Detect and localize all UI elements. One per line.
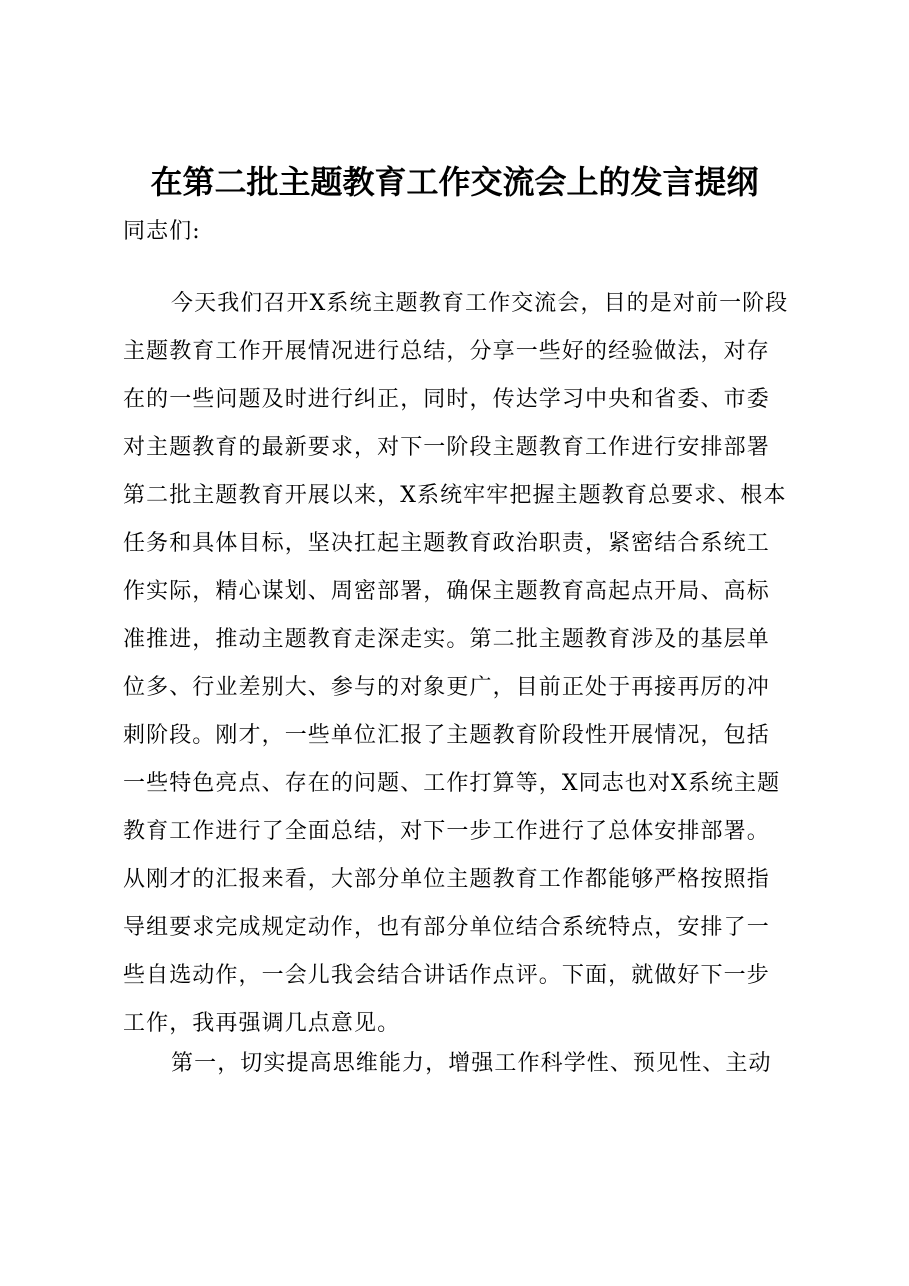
paragraph-line: 作实际，精心谋划、周密部署，确保主题教育高起点开局、高标 — [123, 579, 770, 604]
paragraph-line: 主题教育工作开展情况进行总结，分享一些好的经验做法，对存 — [123, 339, 770, 364]
paragraph-line: 今天我们召开X系统主题教育工作交流会，目的是对前一阶段 — [171, 291, 789, 316]
paragraph-line: 位多、行业差别大、参与的对象更广，目前正处于再接再厉的冲 — [123, 675, 770, 700]
paragraph-line: 准推进，推动主题教育走深走实。第二批主题教育涉及的基层单 — [123, 627, 770, 652]
paragraph-line: 教育工作进行了全面总结，对下一步工作进行了总体安排部署。 — [123, 819, 770, 844]
paragraph-line: 刺阶段。刚才，一些单位汇报了主题教育阶段性开展情况，包括 — [123, 723, 770, 748]
paragraph-line: 在的一些问题及时进行纠正，同时，传达学习中央和省委、市委 — [123, 387, 770, 412]
paragraph-2 — [123, 1040, 823, 1088]
paragraph-line: 导组要求完成规定动作，也有部分单位结合系统特点，安排了一 — [123, 915, 770, 940]
paragraph-line: 任务和具体目标，坚决扛起主题教育政治职责，紧密结合系统工 — [123, 531, 770, 556]
paragraph-line: 对主题教育的最新要求，对下一阶段主题教育工作进行安排部署 — [123, 435, 770, 460]
paragraph-line: 从刚才的汇报来看，大部分单位主题教育工作都能够严格按照指 — [123, 867, 770, 892]
paragraph-line: 第一，切实提高思维能力，增强工作科学性、预见性、主动 — [171, 1051, 772, 1076]
paragraph-line: 第二批主题教育开展以来，X系统牢牢把握主题教育总要求、根本 — [123, 483, 787, 508]
salutation: 同志们: — [123, 219, 201, 244]
paragraph-line: 一些特色亮点、存在的问题、工作打算等，X同志也对X系统主题 — [123, 771, 781, 796]
document-title: 在第二批主题教育工作交流会上的发言提纲 — [150, 163, 759, 201]
paragraph-line: 些自选动作，一会儿我会结合讲话作点评。下面，就做好下一步 — [123, 963, 770, 988]
paragraph-line: 工作，我再强调几点意见。 — [123, 1011, 401, 1036]
paragraph-1 — [123, 280, 823, 1048]
